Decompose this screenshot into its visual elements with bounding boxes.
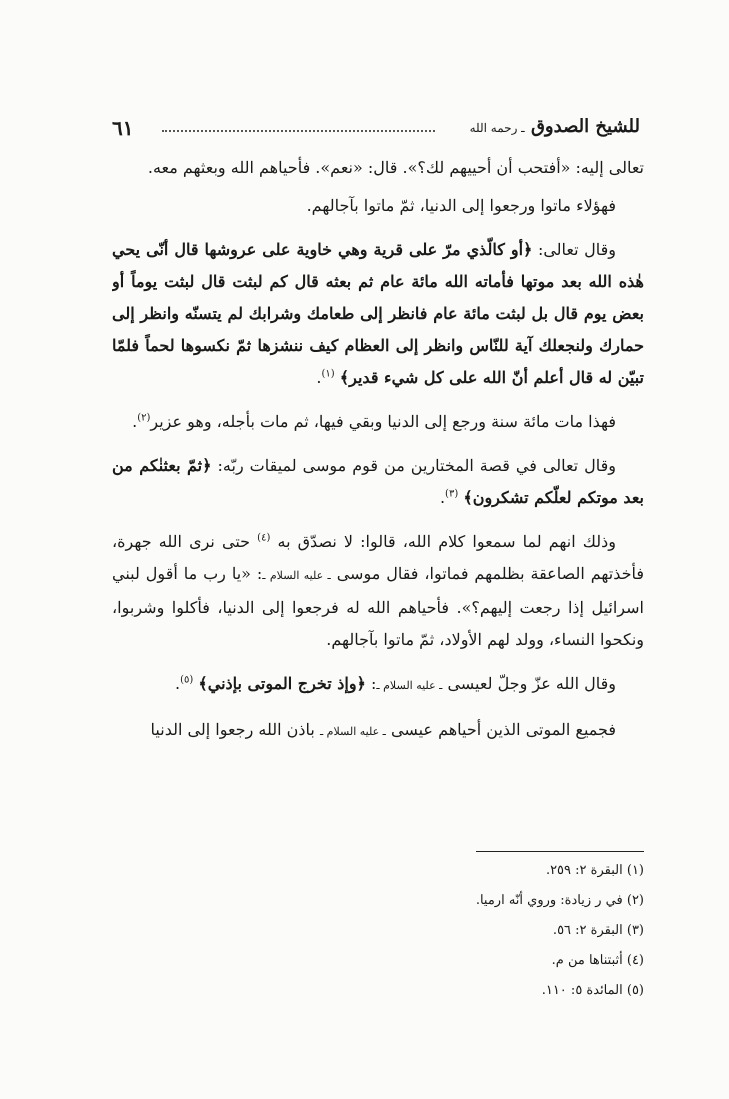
paragraph-7-text: وقال الله عزّ وجلّ لعيسى	[442, 674, 616, 693]
page-header	[112, 116, 640, 150]
quran-verse: ﴿ثمّ بعثنٰكم من بعد موتكم لعلّكم تشكرون﴾	[112, 456, 644, 507]
paragraph-5-text: وقال تعالى في قصة المختارين من قوم موسى لميقات ربّه:	[211, 456, 616, 475]
paragraph-2-text: فهؤلاء ماتوا ورجعوا إلى الدنيا، ثمّ ماتوا بآجالهم.	[306, 196, 616, 215]
footnote-separator	[476, 851, 644, 852]
paragraph-7-text-2: :	[365, 674, 377, 693]
running-title-text: للشيخ الصدوق	[530, 116, 640, 137]
paragraph-3	[112, 234, 644, 394]
paragraph-3-text: وقال تعالى:	[532, 240, 617, 259]
footnote-3: (٣) البقرة ٢: ٥٦.	[552, 923, 644, 938]
footnote-ref: (٢)	[137, 412, 151, 424]
paragraph-5	[112, 450, 644, 514]
paragraph-8-text-2: باذن الله رجعوا إلى الدنيا	[150, 720, 320, 739]
quran-verse: ﴿أو كالّذي مرّ على قرية وهي خاوية على عروشها قال أنّى يحي هٰذه الله بعد موتها فأماته الله مائة عام ثم بعثه قال كم لبثت قال لبثت يوماً أو بعض يوم قال بل لبثت مائة عام فانظر إلى طعامك وشرابك لم يتسنّه وانظر إلى حمارك ولنجعلك آية للنّاس وانظر إلى العظام كيف ننشزها ثمّ نكسوها لحماً فلمّا تبيّن له قال أعلم أنّ الله على كل شيء قدير﴾	[112, 240, 644, 387]
paragraph-3-end: .	[316, 368, 322, 387]
footnote-ref: (٤)	[257, 532, 271, 544]
footnote-4: (٤) أثبتناها من م.	[551, 953, 644, 968]
paragraph-6-text-2: حتى نرى الله جهرة، فأخذتهم الصاعقة بظلمهم فماتوا، فقال موسى	[112, 532, 644, 583]
footnote-ref: (١)	[321, 368, 335, 380]
paragraph-7	[112, 668, 644, 702]
paragraph-2	[112, 190, 644, 222]
blessing-formula: ـ عليه السلام ـ	[319, 725, 386, 738]
paragraph-4	[112, 406, 644, 438]
footnotes	[300, 856, 644, 1006]
page-number: ٦١	[112, 116, 134, 140]
paragraph-1	[112, 152, 644, 184]
blessing-formula: ـ عليه السلام ـ	[376, 679, 443, 692]
footnote-2: (٢) في ر زيادة: وروي أنّه ارميا.	[475, 893, 644, 908]
paragraph-7-end: .	[174, 674, 181, 693]
running-title-honorific: ـ رحمه الله	[469, 121, 525, 135]
paragraph-4-end: .	[132, 412, 138, 431]
footnote-1: (١) البقرة ٢: ٢٥٩.	[545, 863, 644, 878]
paragraph-8-text: فجميع الموتى الذين أحياهم عيسى	[385, 720, 616, 739]
paragraph-6	[112, 526, 644, 656]
paragraph-1-text: تعالى إليه: «أفتحب أن أحييهم لك؟». قال: «نعم». فأحياهم الله وبعثهم معه.	[147, 158, 644, 177]
paragraph-6-text: وذلك انهم لما سمعوا كلام الله، قالوا: لا نصدّق به	[277, 532, 616, 551]
paragraph-5-end: .	[439, 488, 446, 507]
main-text	[112, 152, 644, 842]
paragraph-8	[112, 714, 644, 748]
blessing-formula: ـ عليه السلام ـ	[262, 569, 331, 582]
footnote-5: (٥) المائدة ٥: ١١٠.	[541, 983, 644, 998]
footnote-ref: (٣)	[445, 488, 459, 500]
footnote-ref: (٥)	[180, 674, 194, 686]
paragraph-6-text-3: : «يا رب ما أقول لبني اسرائيل إذا رجعت إليهم؟». فأحياهم الله له فرجعوا إلى الدنيا، فأكلوا وشربوا، ونكحوا النساء، وولد لهم الأولاد، ثمّ ماتوا بآجالهم.	[112, 564, 644, 649]
paragraph-4-text: فهذا مات مائة سنة ورجع إلى الدنيا وبقي فيها، ثم مات بأجله، وهو عزير	[150, 412, 616, 431]
running-title	[470, 116, 640, 137]
dotted-leader	[162, 130, 435, 132]
quran-verse: ﴿وإذ تخرج الموتى بإذني﴾	[198, 674, 366, 693]
